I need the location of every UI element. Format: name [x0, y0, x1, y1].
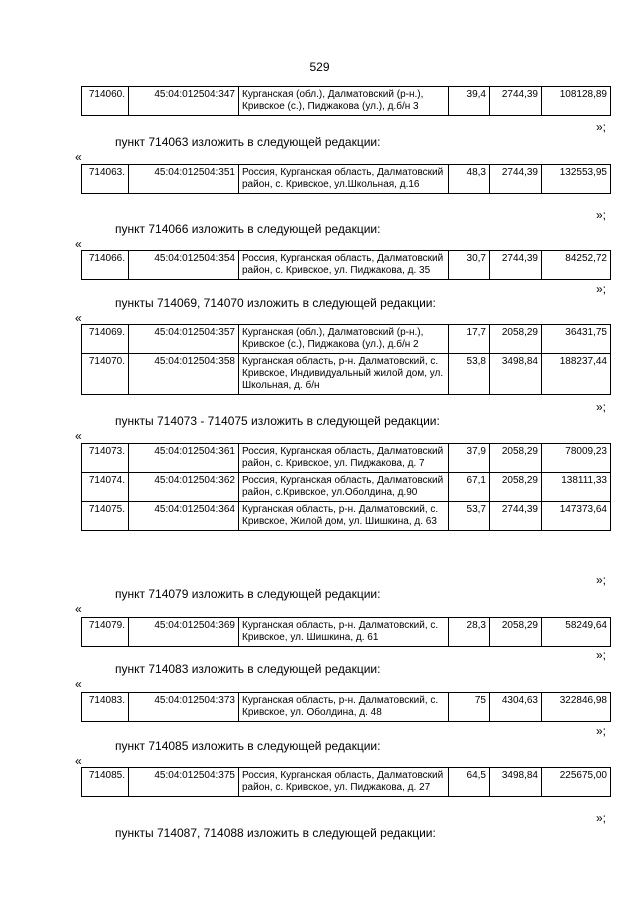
cadastral-value: 188237,44 [542, 354, 611, 395]
unit-price: 2744,39 [490, 165, 542, 194]
row-number: 714075. [82, 502, 129, 531]
cadastral-value: 132553,95 [542, 165, 611, 194]
amendment-heading: пункт 714083 изложить в следующей редакции: [115, 662, 381, 676]
cadastral-number: 45:04:012504:361 [129, 444, 239, 473]
cadastral-value: 147373,64 [542, 502, 611, 531]
area: 48,3 [449, 165, 490, 194]
table-row [82, 354, 611, 395]
area: 75 [449, 693, 490, 722]
cadastral-number: 45:04:012504:373 [129, 693, 239, 722]
opening-quote: « [75, 150, 82, 164]
row-number: 714070. [82, 354, 129, 395]
opening-quote: « [75, 602, 82, 616]
table-row [82, 87, 611, 116]
address: Россия, Курганская область, Далматовский район, с. Кривское, ул. Пиджакова, д. 7 [239, 444, 449, 473]
unit-price: 2058,29 [490, 444, 542, 473]
unit-price: 2744,39 [490, 502, 542, 531]
row-number: 714074. [82, 473, 129, 502]
table-row [82, 165, 611, 194]
table-row [82, 502, 611, 531]
opening-quote: « [75, 429, 82, 443]
registry-table-714073-714075 [81, 443, 611, 531]
unit-price: 2058,29 [490, 325, 542, 354]
cadastral-value: 84252,72 [542, 251, 611, 280]
unit-price: 2744,39 [490, 251, 542, 280]
area: 39,4 [449, 87, 490, 116]
unit-price: 2744,39 [490, 87, 542, 116]
amendment-heading: пункт 714066 изложить в следующей редакции: [115, 222, 381, 236]
cadastral-number: 45:04:012504:357 [129, 325, 239, 354]
address: Курганская область, р-н. Далматовский, с. Кривское, Индивидуальный жилой дом, ул. Школьная, д. б/н [239, 354, 449, 395]
cadastral-value: 138111,33 [542, 473, 611, 502]
cadastral-value: 78009,23 [542, 444, 611, 473]
address: Россия, Курганская область, Далматовский район, с. Кривское, ул. Пиджакова, д. 27 [239, 768, 449, 797]
registry-table-714066 [81, 250, 611, 280]
table-row [82, 618, 611, 647]
area: 67,1 [449, 473, 490, 502]
row-number: 714063. [82, 165, 129, 194]
cadastral-value: 225675,00 [542, 768, 611, 797]
area: 53,8 [449, 354, 490, 395]
closing-mark: »; [596, 400, 607, 414]
unit-price: 2058,29 [490, 473, 542, 502]
closing-mark: »; [596, 282, 607, 296]
cadastral-number: 45:04:012504:362 [129, 473, 239, 502]
closing-mark: »; [596, 648, 607, 662]
address: Курганская (обл.), Далматовский (р-н.), Кривское (с.), Пиджакова (ул.), д.б/н 2 [239, 325, 449, 354]
area: 64,5 [449, 768, 490, 797]
table-row [82, 768, 611, 797]
registry-table-714069-714070 [81, 324, 611, 395]
table-row [82, 325, 611, 354]
table-row [82, 251, 611, 280]
cadastral-number: 45:04:012504:354 [129, 251, 239, 280]
amendment-heading: пункт 714085 изложить в следующей редакции: [115, 739, 381, 753]
closing-mark: »; [596, 208, 607, 222]
registry-table-714063 [81, 164, 611, 194]
area: 53,7 [449, 502, 490, 531]
registry-table-714060 [81, 86, 611, 116]
area: 28,3 [449, 618, 490, 647]
amendment-heading: пункт 714063 изложить в следующей редакции: [115, 135, 381, 149]
amendment-heading: пункты 714073 - 714075 изложить в следующей редакции: [115, 414, 440, 428]
address: Курганская область, р-н. Далматовский, с. Кривское, ул. Шишкина, д. 61 [239, 618, 449, 647]
address: Россия, Курганская область, Далматовский район, с. Кривское, ул. Пиджакова, д. 35 [239, 251, 449, 280]
opening-quote: « [75, 237, 82, 251]
cadastral-number: 45:04:012504:375 [129, 768, 239, 797]
address: Россия, Курганская область, Далматовский район, с.Кривское, ул.Оболдина, д.90 [239, 473, 449, 502]
cadastral-value: 36431,75 [542, 325, 611, 354]
unit-price: 3498,84 [490, 768, 542, 797]
registry-table-714083 [81, 692, 611, 722]
amendment-heading: пункты 714069, 714070 изложить в следующей редакции: [115, 296, 436, 310]
page-number: 529 [309, 60, 330, 74]
cadastral-number: 45:04:012504:351 [129, 165, 239, 194]
area: 37,9 [449, 444, 490, 473]
registry-table-714085 [81, 767, 611, 797]
address: Курганская область, р-н. Далматовский, с. Кривское, Жилой дом, ул. Шишкина, д. 63 [239, 502, 449, 531]
opening-quote: « [75, 677, 82, 691]
amendment-heading: пункты 714087, 714088 изложить в следующей редакции: [115, 826, 436, 840]
unit-price: 3498,84 [490, 354, 542, 395]
closing-mark: »; [596, 120, 607, 134]
unit-price: 4304,63 [490, 693, 542, 722]
row-number: 714079. [82, 618, 129, 647]
cadastral-number: 45:04:012504:364 [129, 502, 239, 531]
cadastral-value: 322846,98 [542, 693, 611, 722]
cadastral-number: 45:04:012504:347 [129, 87, 239, 116]
area: 17,7 [449, 325, 490, 354]
cadastral-value: 58249,64 [542, 618, 611, 647]
registry-table-714079 [81, 617, 611, 647]
opening-quote: « [75, 754, 82, 768]
row-number: 714066. [82, 251, 129, 280]
row-number: 714085. [82, 768, 129, 797]
address: Курганская (обл.), Далматовский (р-н.), Кривское (с.), Пиджакова (ул.), д.б/н 3 [239, 87, 449, 116]
unit-price: 2058,29 [490, 618, 542, 647]
cadastral-number: 45:04:012504:358 [129, 354, 239, 395]
opening-quote: « [75, 311, 82, 325]
address: Курганская область, р-н. Далматовский, с. Кривское, ул. Оболдина, д. 48 [239, 693, 449, 722]
amendment-heading: пункт 714079 изложить в следующей редакции: [115, 587, 381, 601]
closing-mark: »; [596, 724, 607, 738]
closing-mark: »; [596, 811, 607, 825]
row-number: 714069. [82, 325, 129, 354]
row-number: 714060. [82, 87, 129, 116]
closing-mark: »; [596, 573, 607, 587]
cadastral-value: 108128,89 [542, 87, 611, 116]
cadastral-number: 45:04:012504:369 [129, 618, 239, 647]
area: 30,7 [449, 251, 490, 280]
table-row [82, 693, 611, 722]
table-row [82, 473, 611, 502]
address: Россия, Курганская область, Далматовский район, с. Кривское, ул.Школьная, д.16 [239, 165, 449, 194]
row-number: 714083. [82, 693, 129, 722]
table-row [82, 444, 611, 473]
row-number: 714073. [82, 444, 129, 473]
